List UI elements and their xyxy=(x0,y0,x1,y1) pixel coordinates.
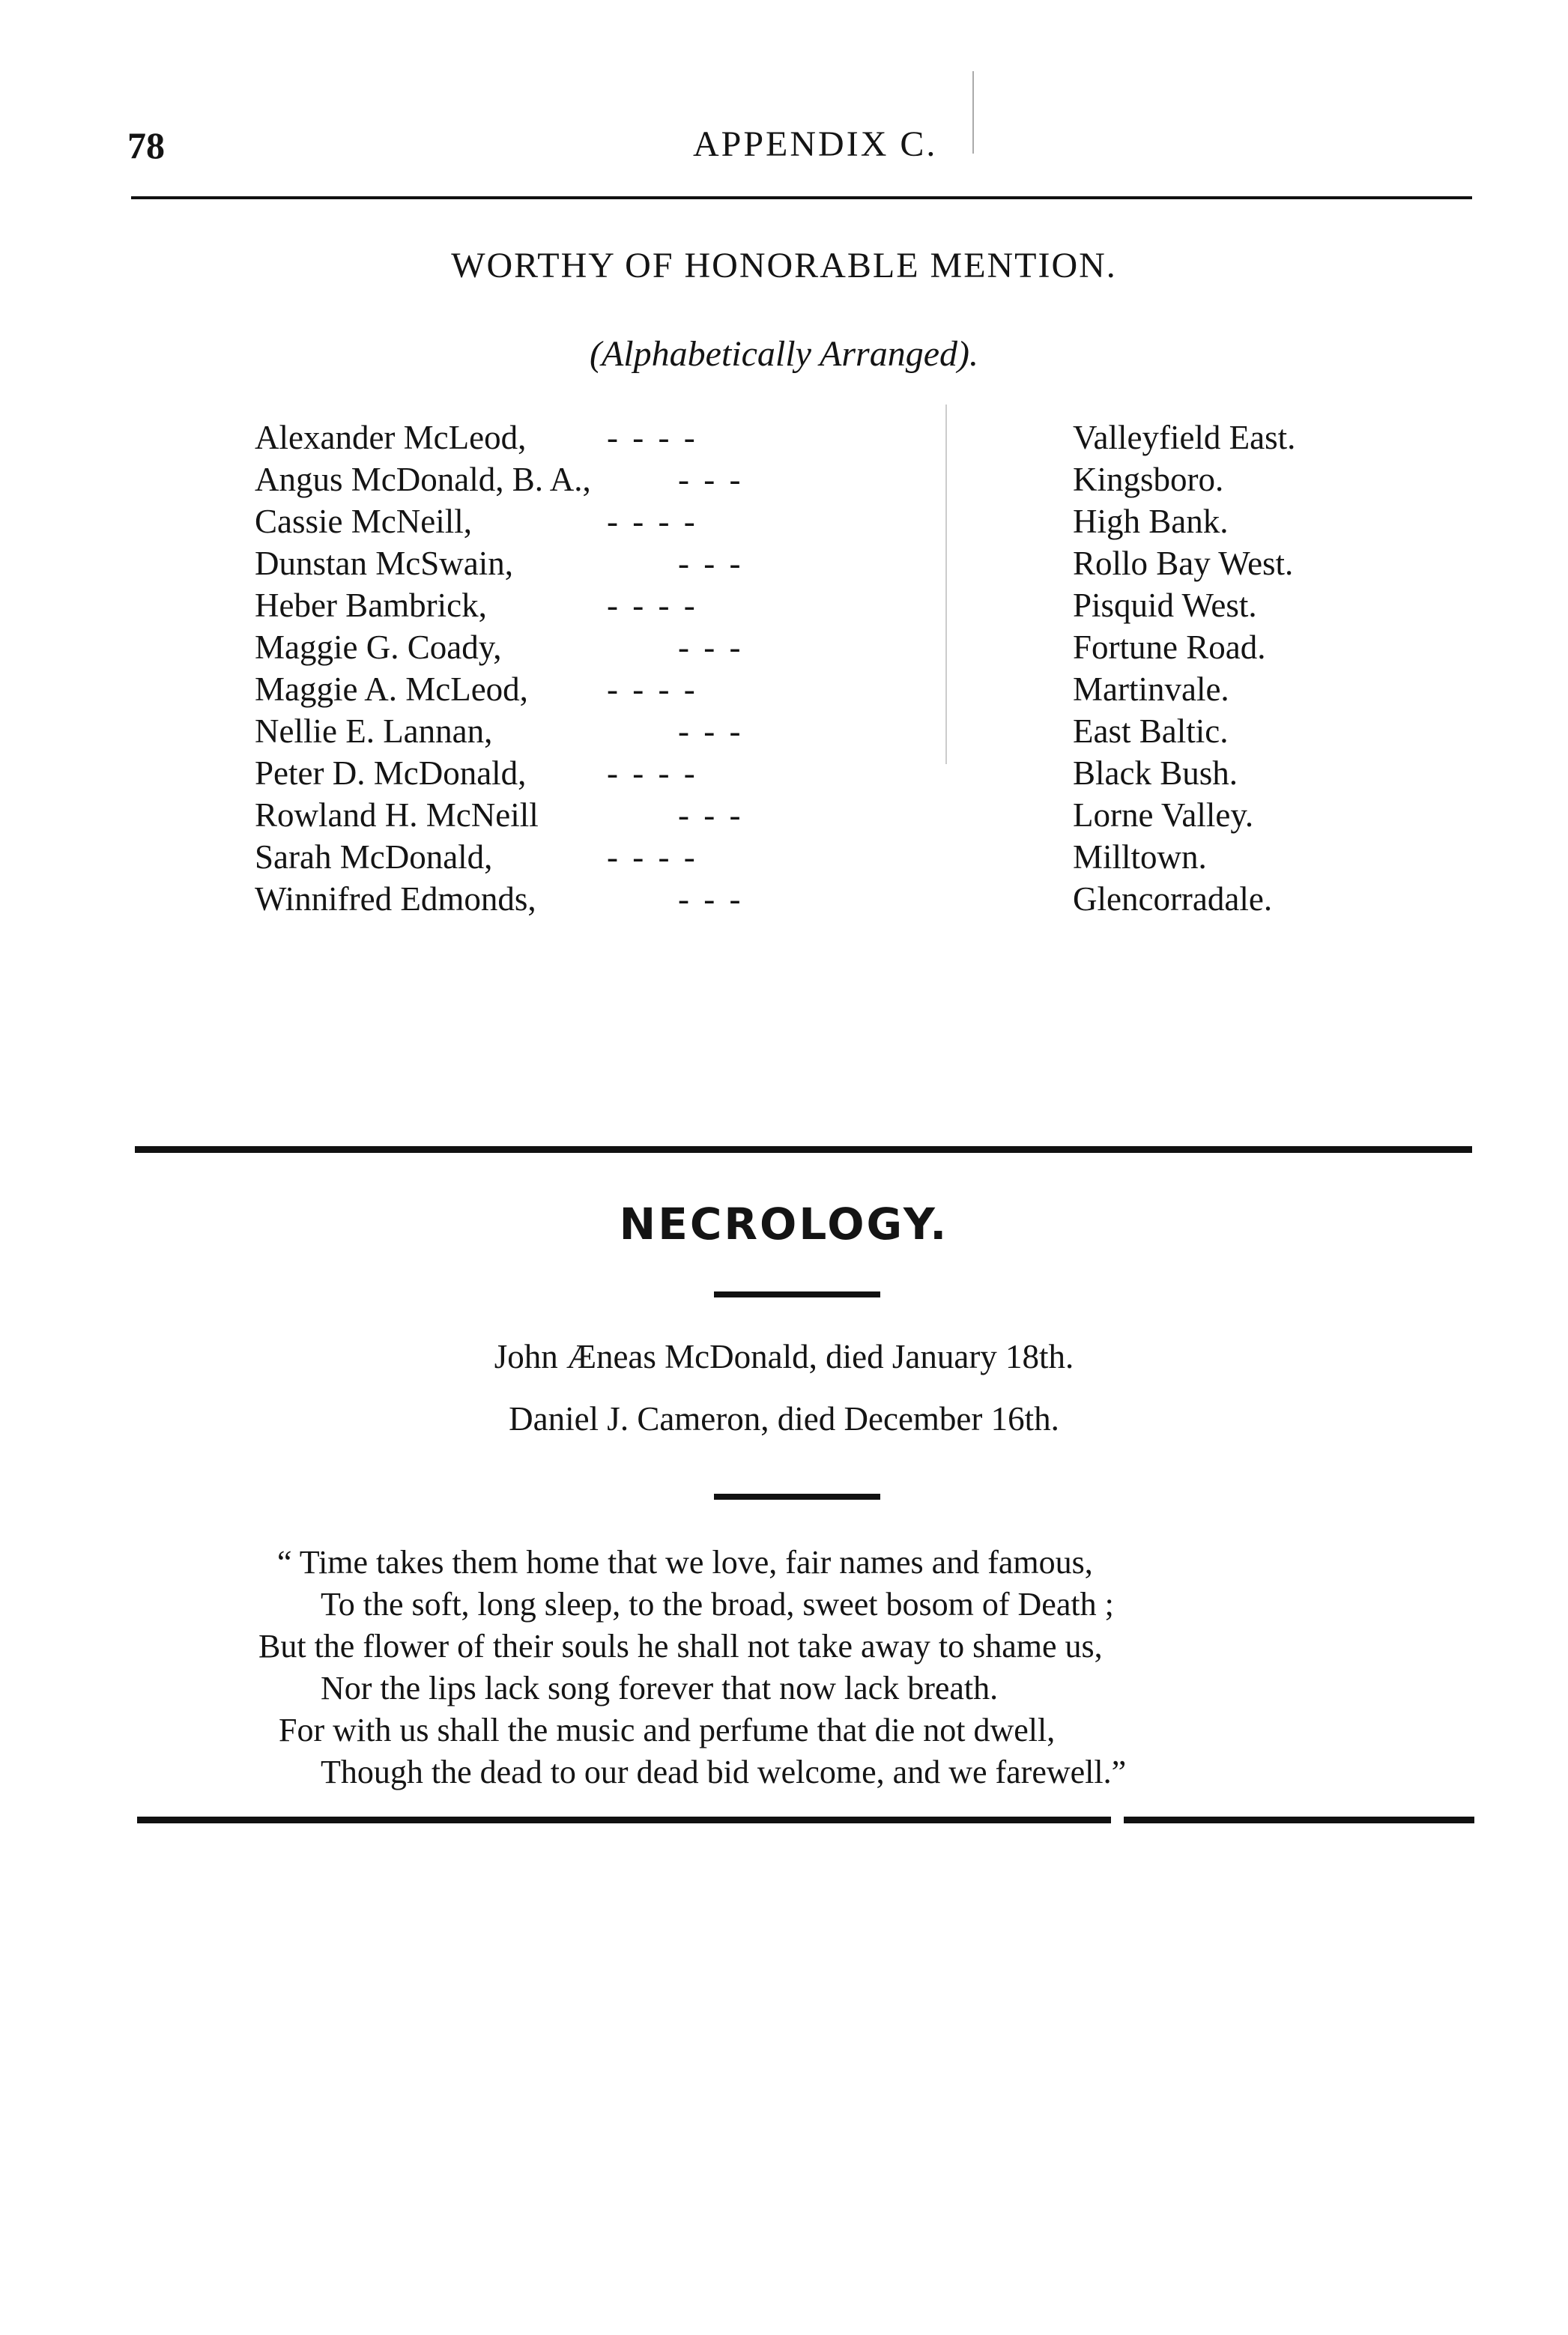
list-item xyxy=(0,418,1568,460)
mention-name: Maggie G. Coady, xyxy=(255,629,502,666)
mention-place: Milltown. xyxy=(1073,838,1207,876)
mention-name: Heber Bambrick, xyxy=(255,587,487,624)
scan-artifact xyxy=(972,71,974,154)
mention-name: Maggie A. McLeod, xyxy=(255,670,528,708)
mention-name: Cassie McNeill, xyxy=(255,503,472,540)
list-item xyxy=(0,838,1568,879)
mention-place: Kingsboro. xyxy=(1073,461,1224,498)
mention-place: Martinvale. xyxy=(1073,670,1229,708)
mention-place: Pisquid West. xyxy=(1073,587,1257,624)
poem-line: For with us shall the music and perfume that die not dwell, xyxy=(279,1712,1056,1748)
scan-artifact xyxy=(945,405,947,764)
poem-line: To the soft, long sleep, to the broad, sweet bosom of Death ; xyxy=(321,1586,1114,1623)
dot-leader: - - - - xyxy=(607,670,698,708)
list-item xyxy=(0,796,1568,838)
running-head: APPENDIX C. xyxy=(693,124,938,164)
dot-leader: - - - xyxy=(678,796,744,834)
mention-place: Glencorradale. xyxy=(1073,880,1273,918)
mention-name: Angus McDonald, B. A., xyxy=(255,461,591,498)
dot-leader: - - - xyxy=(678,880,744,918)
poem-line: Nor the lips lack song forever that now lack breath. xyxy=(321,1670,999,1706)
list-item: Daniel J. Cameron, died December 16th. xyxy=(509,1400,1059,1438)
mention-name: Sarah McDonald, xyxy=(255,838,493,876)
list-item: John Æneas McDonald, died January 18th. xyxy=(494,1338,1074,1375)
dot-leader: - - - - xyxy=(607,419,698,456)
mention-name: Rowland H. McNeill xyxy=(255,796,539,834)
dot-leader: - - - xyxy=(678,712,744,750)
short-divider-rule xyxy=(714,1291,880,1297)
mention-name: Peter D. McDonald, xyxy=(255,754,527,792)
mention-name: Alexander McLeod, xyxy=(255,419,527,456)
mention-place: Fortune Road. xyxy=(1073,629,1266,666)
dot-leader: - - - xyxy=(678,629,744,666)
list-item xyxy=(0,879,1568,921)
dot-leader: - - - - xyxy=(607,587,698,624)
list-item xyxy=(0,712,1568,754)
closing-rule-left xyxy=(137,1817,1111,1823)
mention-place: Rollo Bay West. xyxy=(1073,545,1294,582)
necrology-title: NECROLOGY. xyxy=(619,1199,949,1250)
dot-leader: - - - xyxy=(678,461,744,498)
poem-line: “ Time takes them home that we love, fair names and famous, xyxy=(277,1544,1093,1581)
list-item xyxy=(0,544,1568,586)
list-item xyxy=(0,586,1568,628)
mention-name: Dunstan McSwain, xyxy=(255,545,513,582)
header-rule xyxy=(131,196,1472,199)
page-number: 78 xyxy=(127,124,165,166)
list-item xyxy=(0,754,1568,796)
poem-line: But the flower of their souls he shall not take away to shame us, xyxy=(258,1628,1103,1665)
list-item xyxy=(0,502,1568,544)
list-item xyxy=(0,460,1568,502)
section-divider-rule xyxy=(135,1146,1472,1153)
short-divider-rule xyxy=(714,1494,880,1500)
poem-line: Though the dead to our dead bid welcome, and we farewell.” xyxy=(321,1754,1127,1790)
page-header xyxy=(0,124,1568,184)
list-item xyxy=(0,628,1568,670)
mention-place: Black Bush. xyxy=(1073,754,1238,792)
dot-leader: - - - - xyxy=(607,754,698,792)
dot-leader: - - - - xyxy=(607,838,698,876)
dot-leader: - - - - xyxy=(607,503,698,540)
mention-place: High Bank. xyxy=(1073,503,1229,540)
honorable-mention-title: WORTHY OF HONORABLE MENTION. xyxy=(451,246,1117,285)
list-item xyxy=(0,670,1568,712)
mention-name: Winnifred Edmonds, xyxy=(255,880,536,918)
mention-place: Lorne Valley. xyxy=(1073,796,1254,834)
mention-place: East Baltic. xyxy=(1073,712,1229,750)
dot-leader: - - - xyxy=(678,545,744,582)
mention-place: Valleyfield East. xyxy=(1073,419,1296,456)
mention-name: Nellie E. Lannan, xyxy=(255,712,493,750)
closing-rule-right xyxy=(1124,1817,1474,1823)
honorable-mention-subtitle: (Alphabetically Arranged). xyxy=(590,334,978,374)
